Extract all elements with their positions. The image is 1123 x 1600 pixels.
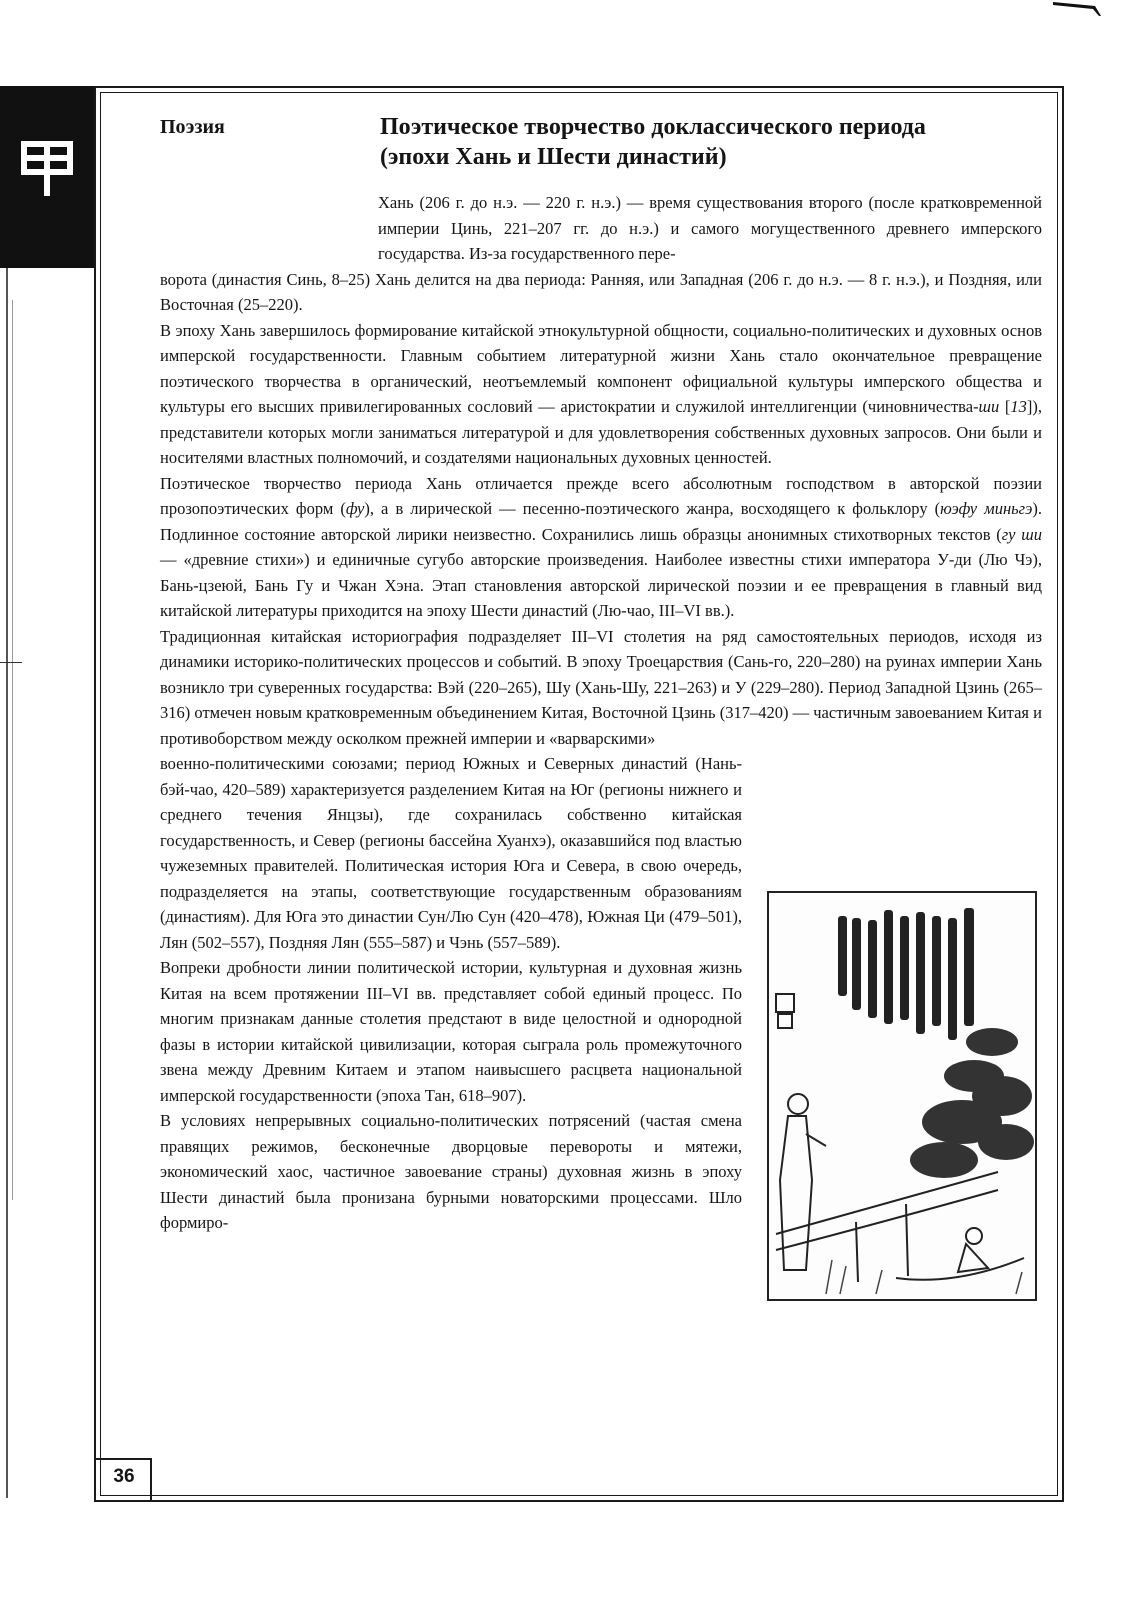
term-gu-shi: гу ши	[1001, 524, 1042, 544]
paragraph-4-narrow: военно-политическими союзами; период Южных и Северных династий (Нань-бэй-чао, 420–589) характеризуется разделением Китая на Юг (регионы нижнего и среднего течения Янцзы), где сохранилась собственно китайская государственность, и Север (регионы бассейна Хуанхэ), оказавшийся под властью чужеземных правителей. Политическая история Юга и Севера, в свою очередь, подразделяется на этапы, соответствующие государственным образованиям (династиям). Для Юга это династии Сун/Лю Сун (420–478), Южная Ци (479–501), Лян (502–557), Поздняя Лян (555–587) и Чэнь (557–589).	[160, 754, 742, 952]
paragraph-3-c: ). Подлинное состояние авторской лирики неизвестно. Сохранились лишь образцы анонимных стихотворных текстов (	[160, 499, 1042, 544]
paragraph-6: В условиях непрерывных социально-политических потрясений (частая смена правящих режимов, бесконечные дворцовые перевороты и мятежи, экономический хаос, частичное завоевание страны) духовная жизнь в эпоху Шести династий была пронизана бурными новаторскими процессами. Шло формиро-	[160, 1111, 742, 1232]
page-title-line-1: Поэтическое творчество доклассического периода	[380, 114, 926, 140]
paragraph-2-a: В эпоху Хань завершилось формирование китайской этнокультурной общности, социально-политических и духовных основ имперской государственности. Главным событием литературной жизни Хань стало окончательное превращение поэтического творчества в органический, неотъемлемый компонент официальной культуры имперского общества и культуры его высших привилегированных сословий — аристократии и служилой интеллигенции (чиновничества-	[160, 320, 1042, 416]
paragraph-2-b: ]), представители которых могли заниматься литературой и для удовлетворения собственных духовных запросов. Они были и носителями властных полномочий, и создателями национальных духовных ценностей.	[160, 397, 1042, 467]
paragraph-1-rest: ворота (династия Синь, 8–25) Хань делится на два периода: Ранняя, или Западная (206 г. до н.э. — 8 г. н.э.), и Поздняя, или Восточная (25–220).	[160, 269, 1042, 314]
section-label: Поэзия	[160, 116, 225, 138]
ref-open: [	[999, 397, 1011, 416]
paragraph-1-lead: Хань (206 г. до н.э. — 220 г. н.э.) — время существования второго (после кратковременной империи Цинь, 221–207 гг. до н.э.) и самого могущественного древнего имперского государства. Из-за государственного пере-	[378, 193, 1042, 263]
page-title	[380, 112, 1030, 172]
narrow-column	[160, 751, 742, 1236]
paragraph-3	[160, 471, 1042, 624]
illustration-scholar-on-bridge	[766, 890, 1038, 1302]
chapter-tab	[0, 86, 94, 268]
paragraph-3-b: ), а в лирической — песенно-поэтического жанра, восходящего к фольклору (	[364, 499, 941, 518]
page-title-line-2: (эпохи Хань и Шести династий)	[380, 144, 727, 170]
paragraph-4-full: Традиционная китайская историография подразделяет III–VI столетия на ряд самостоятельных периодов, исходя из динамики историко-политических процессов и событий. В эпоху Троецарствия (Сань-го, 220–280) на руинах империи Хань возникло три суверенных государства: Вэй (220–265), Шу (Хань-Шу, 221–263) и У (229–280). Период Западной Цзинь (265–316) отмечен новым кратковременным объединением Китая, Восточной Цзинь (317–420) — частичным завоеванием Китая и противоборством между осколком прежней империи и «варварскими»	[160, 626, 1042, 748]
left-margin-rule-thin	[12, 300, 13, 1200]
paragraph-3-a: Поэтическое творчество периода Хань отличается прежде всего абсолютным господством в авторской поэзии прозопоэтических форм (	[160, 473, 1042, 518]
margin-tick	[0, 662, 22, 663]
paragraph-3-d: — «древние стихи») и единичные сугубо авторские произведения. Наиболее известны стихи императора У-ди (Лю Чэ), Бань-цзеюй, Бань Гу и Чжан Хэна. Этап становления авторской лирической поэзии и ее превращения в главный вид китайской литературы приходится на эпоху Шести династий (Лю-чао, III–VI вв.).	[160, 550, 1042, 620]
page-number: 36	[113, 1466, 135, 1487]
left-margin-rule	[6, 268, 8, 1498]
chapter-glyph-icon	[18, 138, 76, 196]
paragraph-2	[160, 318, 1042, 471]
term-yuefu-minge: юэфу миньгэ	[940, 499, 1033, 518]
term-shi: ши	[978, 397, 1000, 416]
corner-mark	[1051, 0, 1103, 18]
reference-13: 13	[1010, 397, 1027, 416]
term-fu: фу	[345, 499, 365, 518]
paragraph-5: Вопреки дробности линии политической истории, культурная и духовная жизнь Китая на всем протяжении III–VI вв. представляет собой единый процесс. По многим признакам данные столетия предстают в виде целостной и однородной фазы в истории китайской цивилизации, которая сыграла роль промежуточного звена между Древним Китаем и этапом наивысшего расцвета национальной имперской государственности (эпоха Тан, 618–907).	[160, 958, 742, 1105]
